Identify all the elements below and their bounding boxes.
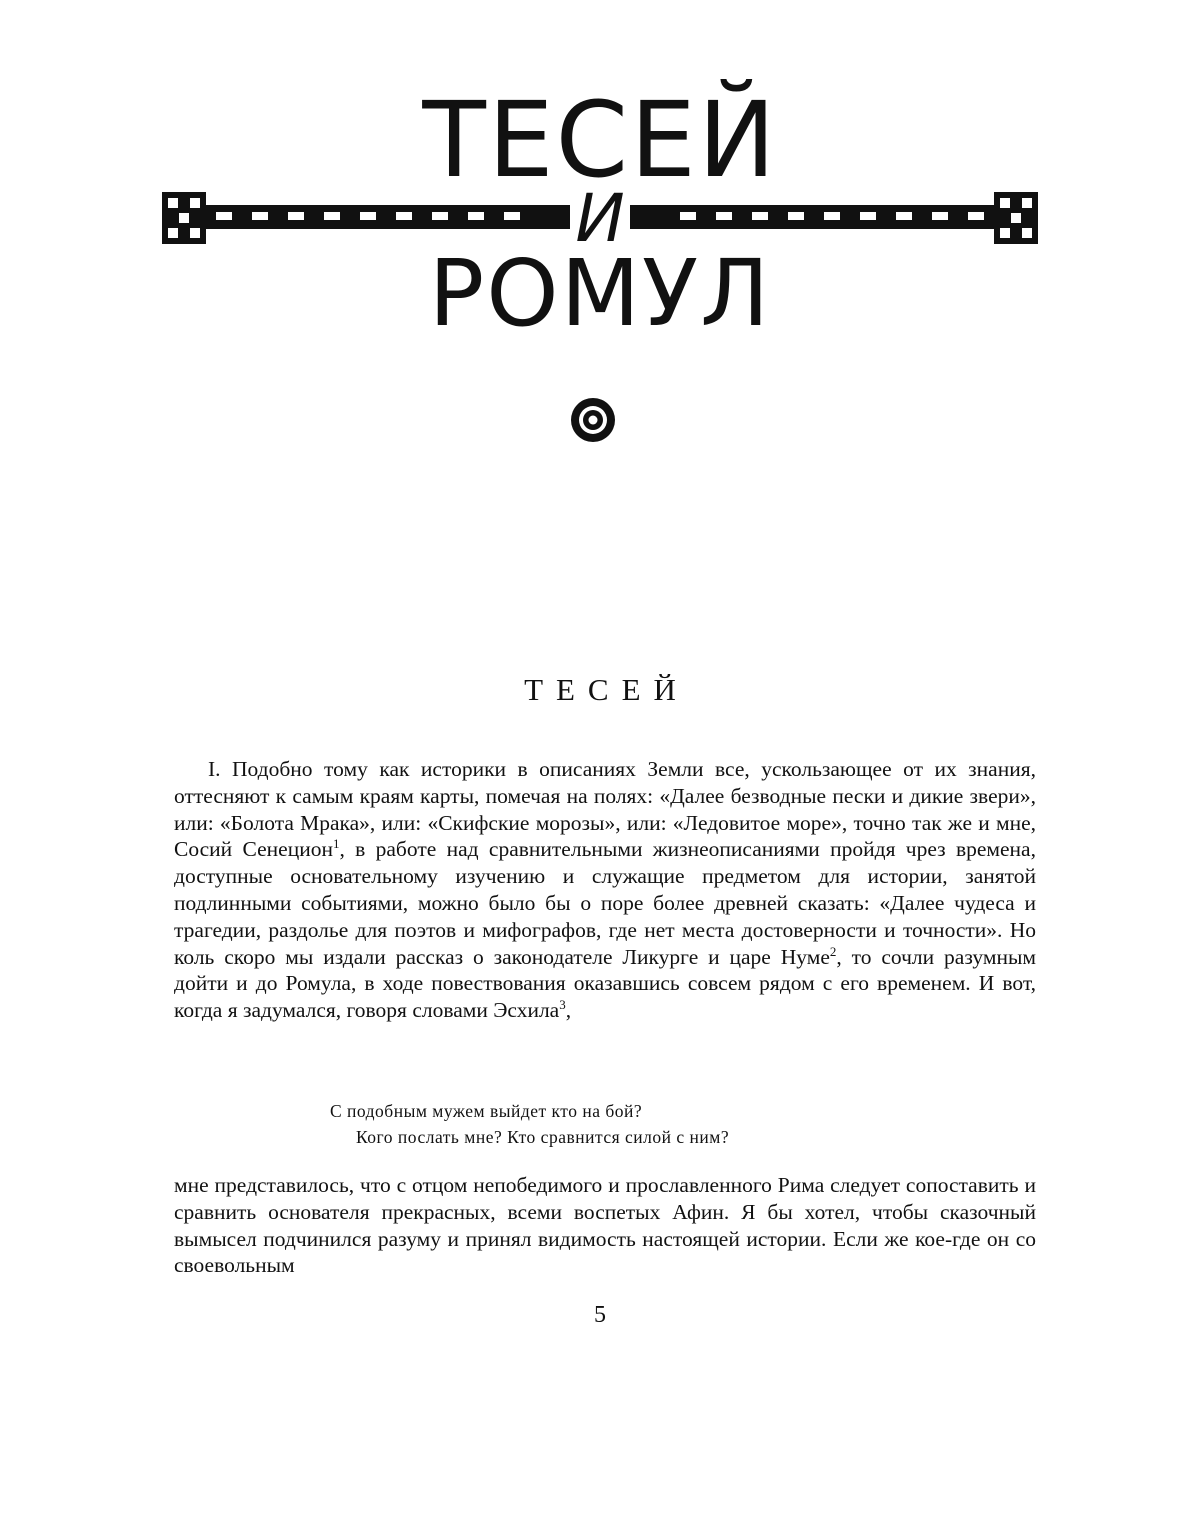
paragraph-1-text-a: I. Подобно тому как историки в описаниях Земли все, ускользающее от их знания, оттесняют к самым краям карты, помечая на полях: «Далее безводные пески и дикие звери», или: «Болота Мрака», или: «Скифские морозы», или: «Ледовитое море», точно так же и мне, Сосий Сенецион (174, 757, 1036, 862)
paragraph-2: мне представилось, что с отцом непобедимого и прославленного Рима следует сопоставить и сравнить основателя прекрасных, всеми воспетых Афин. Я бы хотел, чтобы сказочный вымысел подчинился разуму и принял видимость настоящей истории. Если же кое-где он со своевольным (174, 1173, 1036, 1278)
page-number: 5 (594, 1302, 606, 1328)
book-title-line-1: ТЕСЕЙ (422, 79, 778, 201)
book-title-conjunction: И (575, 180, 625, 257)
verse-line-2: Кого послать мне? Кто сравнится силой с ним? (356, 1127, 730, 1147)
paragraph-1-text-d: , (565, 998, 572, 1023)
circle-ornament-icon (570, 397, 616, 443)
book-title-line-2: РОМУЛ (428, 240, 772, 347)
footnote-ref-1: 1 (332, 836, 340, 852)
paragraph-1-text-b: , в работе над сравнительными жизнеописаниями пройдя чрез времена, доступные основательному изучению и служащие предметом для истории, занятой подлинными событиями, можно было бы о поре более древней сказать: «Далее чудеса и трагедии, раздолье для поэтов и мифографов, где нет места достоверности и точности». Но коль скоро мы издали рассказ о законодателе Ликурге и царе Нуме (174, 837, 1036, 969)
verse-quote (330, 1098, 950, 1150)
section-heading: ТЕСЕЙ (524, 672, 689, 707)
verse-line-1: С подобным мужем выйдет кто на бой? (330, 1101, 643, 1121)
paragraph-1 (174, 756, 1036, 1024)
footnote-ref-3: 3 (559, 997, 566, 1013)
ornament-right (630, 192, 1038, 244)
paragraph-1-text-c: , то сочли разумным дойти и до Ромула, в ходе повествования оказавшись совсем рядом с его временем. И вот, когда я задумался, говоря словами Эсхила (174, 944, 1037, 1023)
footnote-ref-2: 2 (829, 943, 837, 959)
